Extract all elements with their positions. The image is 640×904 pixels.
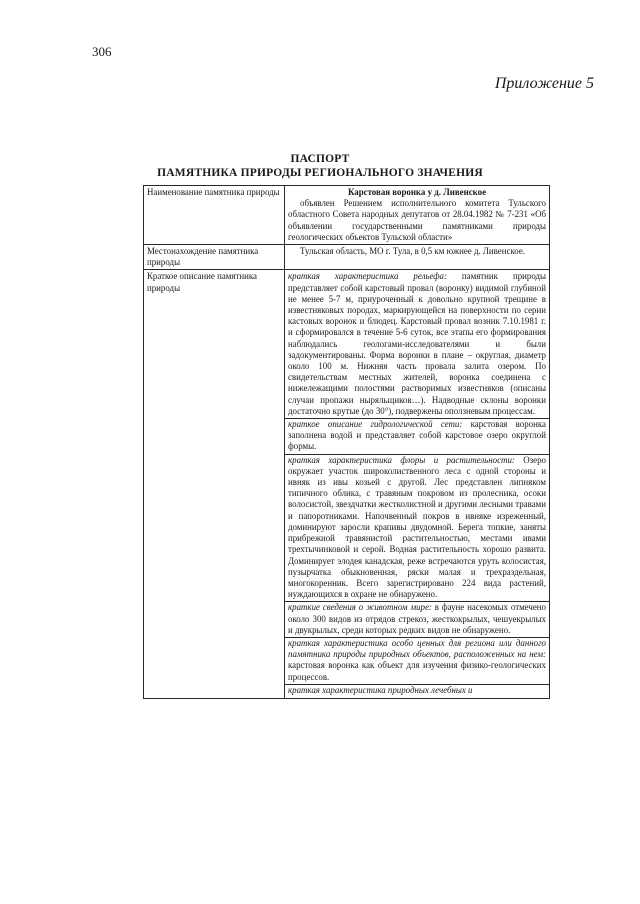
appendix-label: Приложение 5 — [494, 75, 594, 92]
hydrology-heading: краткое описание гидрологической сети: — [288, 419, 463, 430]
healing-resources-section: краткая характеристика природных лечебных и — [288, 684, 473, 695]
relief-text: памятник природы представляет собой карстовый провал (воронку) видимой глубиной не менее 5-7 м, приуроченный к довольно крупной трещине в известняковых породах, маркирующейся на поверхности по серии кастовых воронок и блюдец. Карстовый провал возник 7.10.1981 г. и сформировался в течение 5-6 суток, все этапы его формирования наблюдались геологами-исследователями и были задокументированы. Форма воронки в плане – округлая, диаметр около 100 м. Нижняя часть провала залита озером. По свидетельствам местных жителей, воронка соединена с нижележащими полостями растворимых известняков (описаны случаи пропажи ныряльщиков…). Надводные склоны воронки достаточно крутые (до 30°), подвержены оползневым процессам. — [288, 271, 546, 416]
monument-decree: объявлен Решением исполнительного комитета Тульского областного Совета народных депутатов от 28.04.1982 № 7-231 «Об объявлении государственными памятниками природы геологических объектов Тульской области» — [288, 198, 546, 242]
page-number: 306 — [92, 44, 112, 59]
fauna-text: в фауне насекомых отмечено около 300 видов из отрядов стрекоз, жесткокрылых, чешуекрылых и двукрылых, среди которых редких видов не обнаружено. — [288, 602, 546, 635]
passport-table — [143, 185, 550, 699]
table-row — [144, 186, 550, 245]
row-value-description — [285, 270, 550, 699]
table-row — [144, 270, 550, 699]
row-label-description: Краткое описание памятника природы — [144, 270, 285, 699]
fauna-section — [285, 602, 549, 638]
valuable-objects-text: карстовая воронка как объект для изучения физико-геологических процессов. — [288, 660, 546, 682]
flora-heading: краткая характеристика флоры и растительности: — [288, 454, 515, 465]
relief-heading: краткая характеристика рельефа: — [288, 271, 447, 282]
monument-name: Карстовая воронка у д. Ливенское — [347, 187, 487, 197]
hydrology-text: карстовая воронка заполнена водой и представляет собой карстовое озеро округлой формы. — [288, 419, 546, 452]
row-value-name — [285, 186, 550, 245]
title-line-1: ПАСПОРТ — [290, 153, 350, 165]
row-label-name: Наименование памятника природы — [144, 186, 285, 245]
valuable-objects-heading: краткая характеристика особо ценных для региона или данного памятника природы природных объектов, расположенных на нем: — [288, 637, 546, 660]
document-title — [0, 152, 640, 180]
row-label-location: Местонахождение памятника природы — [144, 245, 285, 270]
table-row — [144, 245, 550, 270]
flora-section — [285, 455, 549, 603]
fauna-heading: краткие сведения о животном мире: — [288, 602, 432, 613]
hydrology-section — [285, 419, 549, 455]
valuable-objects-section — [285, 638, 549, 685]
relief-section — [285, 271, 549, 419]
flora-text: Озеро окружает участок широколиственного леса с одной стороны и ивняк из ивы козьей с другой. Лес представлен липняком типичного облика, с травяным покровом из пролесника, осоки волосистой, звездчатки жестколистной и другими лесными травами и папоротниками. Напочвенный покров в ивняке изреженный, доминируют заросли крапивы двудомной. Берега топкие, заняты прибрежной травянистой растительностью, местами ивами трехтычинковой и серой. Водная растительность хорошо развита. Доминирует элодея канадская, реже встречаются уруть колосистая, пузырчатка обыкновенная, ряски малая и трехраздельная, многокоренник. Всего зарегистрировано 224 вида растений, нуждающихся в охране не обнаружено. — [288, 454, 546, 600]
title-line-2: ПАМЯТНИКА ПРИРОДЫ РЕГИОНАЛЬНОГО ЗНАЧЕНИЯ — [157, 167, 483, 179]
row-value-location: Тульская область, МО г. Тула, в 0,5 км южнее д. Ливенское. — [285, 245, 550, 270]
